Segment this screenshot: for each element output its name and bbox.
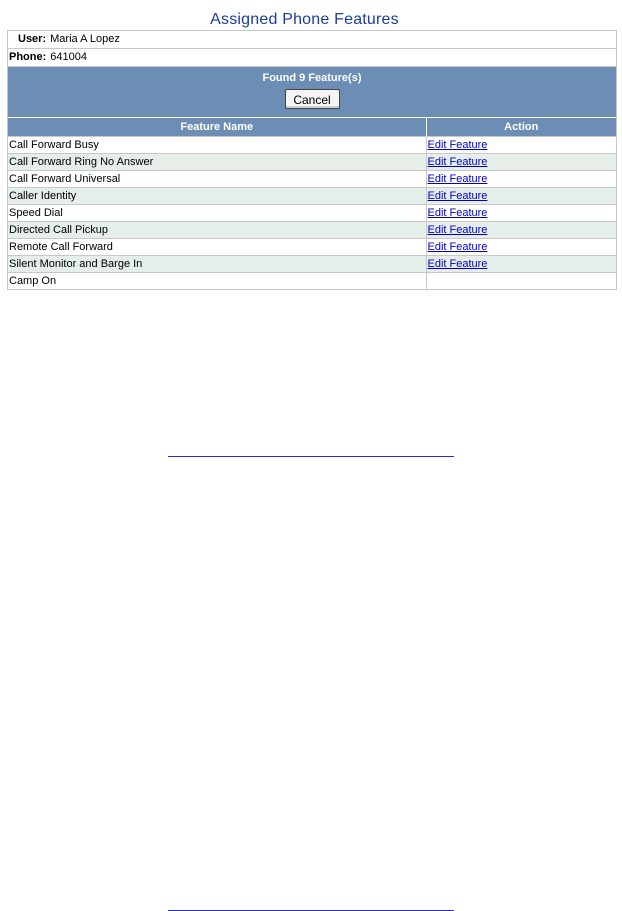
table-row <box>8 171 616 188</box>
features-panel <box>7 30 617 290</box>
table-header-row <box>8 118 616 137</box>
feature-name-cell: Call Forward Busy <box>8 137 426 154</box>
table-row <box>8 239 616 256</box>
action-cell <box>426 154 616 171</box>
table-row <box>8 205 616 222</box>
page-title: Assigned Phone Features <box>210 11 399 28</box>
table-row <box>8 154 616 171</box>
action-cell <box>426 256 616 273</box>
feature-name-cell: Call Forward Ring No Answer <box>8 154 426 171</box>
user-value: Maria A Lopez <box>50 33 120 45</box>
edit-feature-link[interactable]: Edit Feature <box>427 241 488 253</box>
action-cell <box>426 137 616 154</box>
column-header-feature-name: Feature Name <box>8 118 426 137</box>
feature-name-cell: Call Forward Universal <box>8 171 426 188</box>
phone-value: 641004 <box>50 51 87 63</box>
edit-feature-link[interactable]: Edit Feature <box>427 190 488 202</box>
action-cell <box>426 171 616 188</box>
table-row <box>8 137 616 154</box>
action-cell <box>426 188 616 205</box>
features-table <box>8 118 616 289</box>
feature-name-cell: Remote Call Forward <box>8 239 426 256</box>
table-row <box>8 222 616 239</box>
action-cell <box>426 222 616 239</box>
user-label: User: <box>18 33 47 45</box>
edit-feature-link[interactable]: Edit Feature <box>427 207 488 219</box>
edit-feature-link[interactable]: Edit Feature <box>427 139 488 151</box>
user-row <box>8 31 616 49</box>
feature-name-cell: Camp On <box>8 273 426 290</box>
edit-feature-link[interactable]: Edit Feature <box>427 173 488 185</box>
table-row <box>8 188 616 205</box>
table-row <box>8 273 616 290</box>
found-count: Found 9 Feature(s) <box>262 72 362 84</box>
edit-feature-link[interactable]: Edit Feature <box>427 224 488 236</box>
action-cell <box>426 273 616 290</box>
action-cell <box>426 239 616 256</box>
results-banner <box>8 67 616 118</box>
edit-feature-link[interactable]: Edit Feature <box>427 258 488 270</box>
column-header-action: Action <box>426 118 616 137</box>
feature-name-cell: Speed Dial <box>8 205 426 222</box>
divider-line <box>168 456 454 457</box>
phone-row <box>8 49 616 67</box>
feature-name-cell: Silent Monitor and Barge In <box>8 256 426 273</box>
phone-label: Phone: <box>9 51 47 63</box>
feature-name-cell: Directed Call Pickup <box>8 222 426 239</box>
feature-name-cell: Caller Identity <box>8 188 426 205</box>
cancel-button[interactable]: Cancel <box>285 89 340 109</box>
action-cell <box>426 205 616 222</box>
edit-feature-link[interactable]: Edit Feature <box>427 156 488 168</box>
table-row <box>8 256 616 273</box>
